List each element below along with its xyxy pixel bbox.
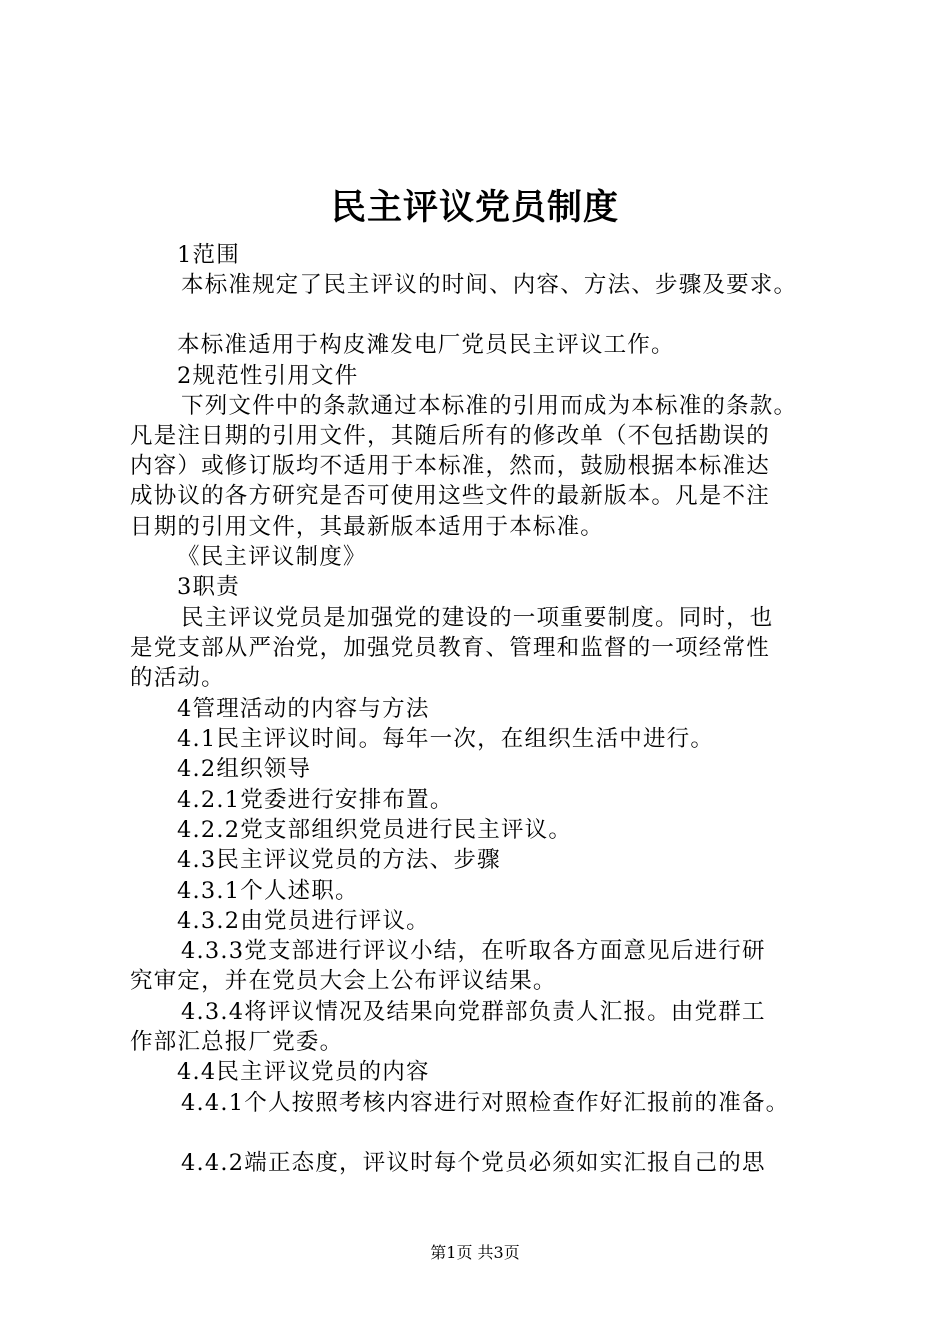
- paragraph-line: 是党支部从严治党，加强党员教育、管理和监督的一项经常性: [130, 635, 770, 661]
- clause-line: 4.4民主评议党员的内容: [177, 1059, 430, 1085]
- section-heading: 4管理活动的内容与方法: [177, 696, 430, 722]
- clause-line: 4.2.2党支部组织党员进行民主评议。: [177, 817, 573, 843]
- paragraph-line: 本标准规定了民主评议的时间、内容、方法、步骤及要求。: [181, 272, 798, 298]
- section-heading: 3职责: [177, 574, 240, 600]
- clause-line: 4.2组织领导: [177, 756, 312, 782]
- clause-line: 4.2.1党委进行安排布置。: [177, 787, 454, 813]
- section-heading: 1范围: [177, 242, 240, 268]
- clause-line: 4.4.2端正态度，评议时每个党员必须如实汇报自己的思: [181, 1150, 766, 1176]
- page-footer: 第1页 共3页: [430, 1243, 520, 1262]
- paragraph-line: 下列文件中的条款通过本标准的引用而成为本标准的条款。: [181, 393, 798, 419]
- section-heading: 2规范性引用文件: [177, 363, 359, 389]
- paragraph-line: 本标准适用于构皮滩发电厂党员民主评议工作。: [177, 332, 675, 358]
- reference-title: 《民主评议制度》: [177, 544, 367, 570]
- paragraph-line: 民主评议党员是加强党的建设的一项重要制度。同时，也: [181, 605, 774, 631]
- paragraph-line: 凡是注日期的引用文件，其随后所有的修改单（不包括勘误的: [130, 423, 770, 449]
- paragraph-line: 的活动。: [130, 665, 225, 691]
- clause-line: 4.3.4将评议情况及结果向党群部负责人汇报。由党群工: [181, 999, 766, 1025]
- paragraph-line: 日期的引用文件，其最新版本适用于本标准。: [130, 514, 605, 540]
- clause-line: 4.3.3党支部进行评议小结，在听取各方面意见后进行研: [181, 938, 766, 964]
- clause-line: 4.3.2由党员进行评议。: [177, 908, 430, 934]
- paragraph-line: 作部汇总报厂党委。: [130, 1029, 344, 1055]
- document-title: 民主评议党员制度: [330, 187, 619, 228]
- paragraph-line: 究审定，并在党员大会上公布评议结果。: [130, 968, 557, 994]
- paragraph-line: 内容）或修订版均不适用于本标准，然而，鼓励根据本标准达: [130, 453, 770, 479]
- clause-line: 4.4.1个人按照考核内容进行对照检查作好汇报前的准备。: [181, 1090, 790, 1116]
- clause-line: 4.1民主评议时间。每年一次，在组织生活中进行。: [177, 726, 715, 752]
- clause-line: 4.3民主评议党员的方法、步骤: [177, 847, 501, 873]
- clause-line: 4.3.1个人述职。: [177, 878, 359, 904]
- paragraph-line: 成协议的各方研究是否可使用这些文件的最新版本。凡是不注: [130, 483, 770, 509]
